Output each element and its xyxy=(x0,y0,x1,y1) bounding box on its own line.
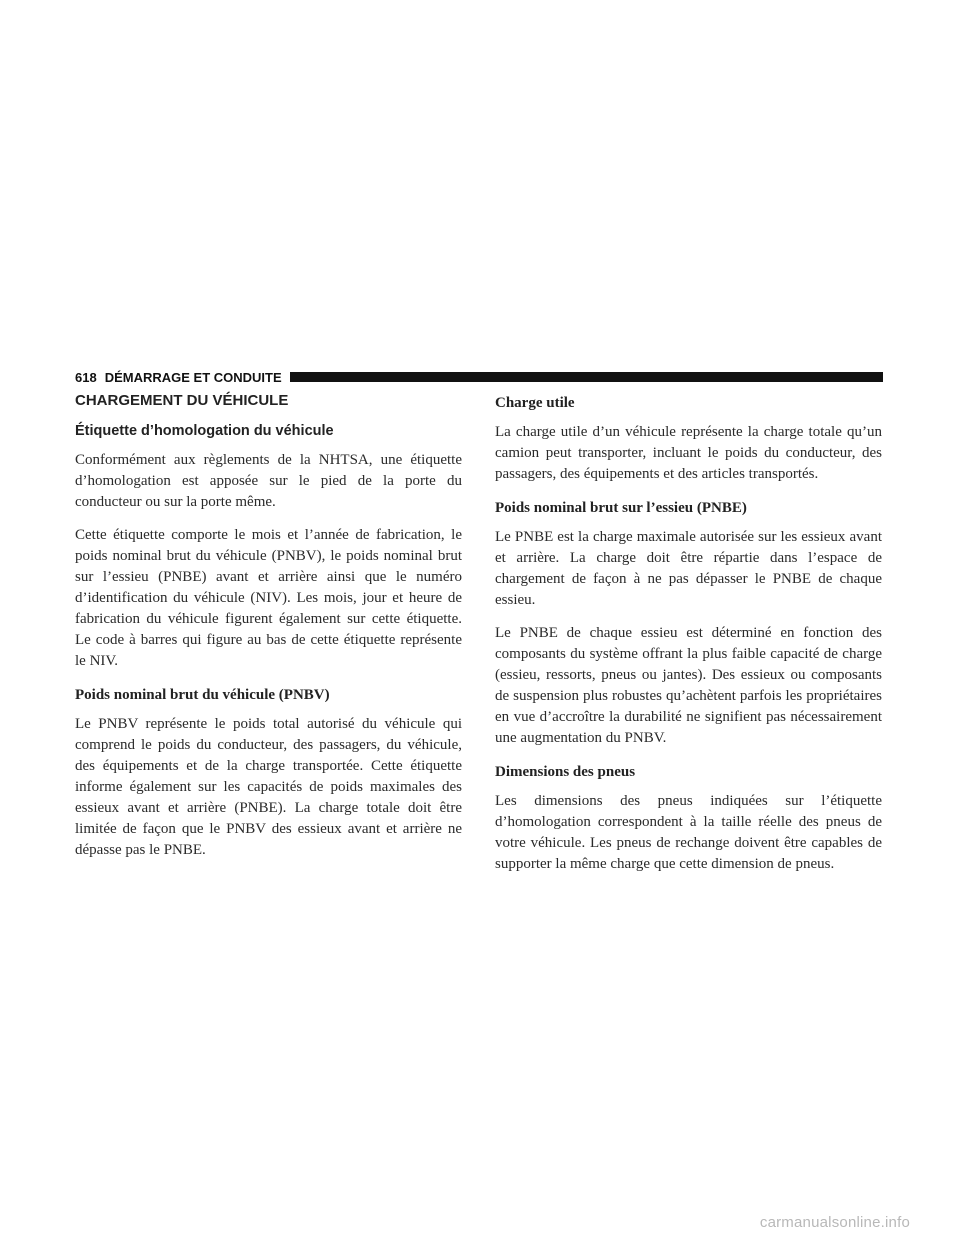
paragraph: Conformément aux règlements de la NHTSA, une étiquette d’homologation est apposée sur le pied de la porte du conducteur ou sur la porte même. xyxy=(75,452,462,510)
paragraph: Le PNBE de chaque essieu est déterminé en fonction des composants du système offrant la plus faible capacité de charge (essieu, ressorts, pneus ou jantes). Des essieux ou composants de suspension plus robustes qu’achètent parfois les propriétaires en vue d’accroître la durabilité ne signifient pas nécessairement une augmentation du PNBV. xyxy=(495,625,882,746)
section-title: CHARGEMENT DU VÉHICULE xyxy=(75,392,289,409)
header-rule xyxy=(290,372,883,382)
page-header xyxy=(75,368,883,386)
paragraph: La charge utile d’un véhicule représente la charge totale qu’un camion peut transporter, incluant le poids du conducteur, des passagers, des équipements et des articles transportés. xyxy=(495,424,882,482)
paragraph: Cette étiquette comporte le mois et l’année de fabrication, le poids nominal brut du véhicule (PNBV), le poids nominal brut sur l’essieu (PNBE) avant et arrière ainsi que le numéro d’identification du véhicule (NIV). Les mois, jour et heure de fabrication du véhicule figurent également sur cette étiquette. Le code à barres qui figure au bas de cette étiquette représente le NIV. xyxy=(75,527,462,669)
right-column xyxy=(495,392,882,887)
heading-charge-utile: Charge utile xyxy=(495,395,575,411)
subsection-title: Étiquette d’homologation du véhicule xyxy=(75,423,334,439)
chapter-title: DÉMARRAGE ET CONDUITE xyxy=(104,369,282,385)
watermark: carmanualsonline.info xyxy=(759,1214,910,1231)
heading-pnbv: Poids nominal brut du véhicule (PNBV) xyxy=(75,687,330,703)
left-column xyxy=(75,392,462,873)
heading-dimensions-pneus: Dimensions des pneus xyxy=(495,764,636,780)
paragraph: Les dimensions des pneus indiquées sur l’étiquette d’homologation correspondent à la taille réelle des pneus de votre véhicule. Les pneus de rechange doivent être capables de supporter la même charge que cette dimension de pneus. xyxy=(495,793,882,872)
paragraph: Le PNBE est la charge maximale autorisée sur les essieux avant et arrière. La charge doit être répartie dans l’espace de chargement de façon à ne pas dépasser le PNBE de chaque essieu. xyxy=(495,529,882,608)
paragraph: Le PNBV représente le poids total autorisé du véhicule qui comprend le poids du conducteur, des passagers, du véhicule, des équipements et de la charge transportée. Cette étiquette informe également sur les capacités de poids maximales des essieux avant et arrière (PNBE). La charge totale doit être limitée de façon que le PNBV des essieux avant et arrière ne dépasse pas le PNBE. xyxy=(75,716,462,858)
heading-pnbe: Poids nominal brut sur l’essieu (PNBE) xyxy=(495,500,747,516)
page-number: 618 xyxy=(75,369,97,385)
